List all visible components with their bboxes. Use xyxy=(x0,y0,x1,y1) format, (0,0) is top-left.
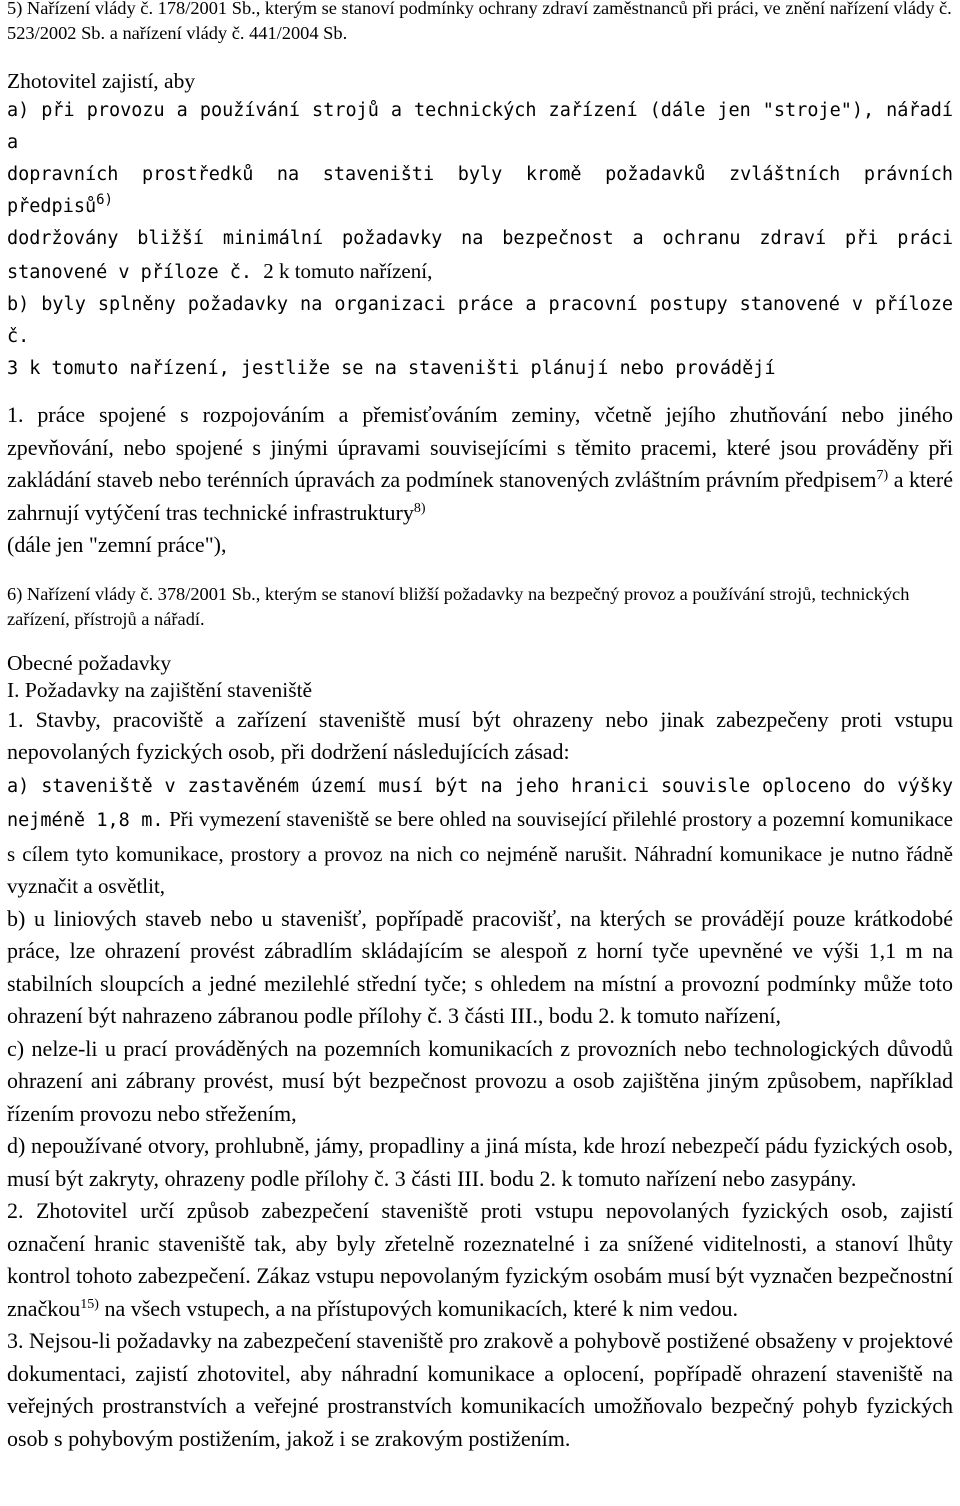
paragraph-1a-part1: a) staveniště v zastavěném území musí být na jeho hranici souvisle oploceno do výšky nejméně 1,8 m. xyxy=(7,775,953,831)
paragraph-2-part1: 2. Zhotovitel určí způsob zabezpečení staveniště proti vstupu nepovolaných fyzických osob, zajistí označení hranic staveniště tak, aby byly zřetelně rozeznatelné i za snížené viditelnosti, a stanoví lhůty kontrol tohoto zabezpečení. Zákaz vstupu nepovolaným fyzickým osobám musí být vyznačen bezpečnostní značkou xyxy=(7,1198,953,1321)
heading-site: I. Požadavky na zajištění staveniště xyxy=(7,677,313,702)
footnote-6: 6) Nařízení vlády č. 378/2001 Sb., kterým se stanoví bližší požadavky na bezpečný provoz a používání strojů, technických zařízení, přístrojů a nářadí. xyxy=(7,583,910,629)
item-b-line2: 3 k tomuto nařízení, jestliže se na staveništi plánují nebo provádějí xyxy=(7,358,776,379)
paragraph-1a-part2: Při vymezení staveniště se bere ohled na související přilehlé prostory a pozemní komunikace s cílem tyto komunikace, prostory a provoz na nich co nejméně narušit. Náhradní komunikace je nutno řádně vyznačit a osvětlit, xyxy=(7,807,953,898)
footnote-ref-8: 8) xyxy=(413,500,426,516)
heading-general: Obecné požadavky xyxy=(7,650,172,675)
item-a-line5: 2 k tomuto nařízení, xyxy=(263,259,433,283)
paragraph-1d: d) nepoužívané otvory, prohlubně, jámy, propadliny a jiná místa, kde hrozí nebezpečí pádu fyzických osob, musí být zakryty, ohrazeny podle přílohy č. 3 části III. bodu 2. k tomuto nařízení nebo zasypány. xyxy=(7,1133,953,1191)
item-1-text: 1. práce spojené s rozpojováním a přemisťováním zeminy, včetně jejího zhutňování nebo jiného zpevňování, nebo spojené s jinými úpravami souvisejícími s těmito pracemi, které jsou prováděny při zakládání staveb nebo terénních úpravách za podmínek stanovených zvláštním právním předpisem xyxy=(7,402,953,492)
footnote-ref-6: 6) xyxy=(96,192,113,208)
paragraph-2 xyxy=(7,1195,953,1325)
item-a-line1: a) při provozu a používání strojů a technických zařízení (dále jen "stroje"), nářadí a xyxy=(7,100,953,153)
paragraph-3: 3. Nejsou-li požadavky na zabezpečení staveniště pro zrakově a pohybově postižené obsaženy v projektové dokumentaci, zajistí zhotovitel, aby náhradní komunikace a oplocení, popřípadě ohrazení staveniště na veřejných prostranstvích a veřejné prostranstvích komunikacích umožňovalo bezpečný pohyb fyzických osob s pohybovým postižením, jakož i se zrakovým postižením. xyxy=(7,1328,953,1451)
paragraph-1b: b) u liniových staveb nebo u stavenišť, popřípadě pracovišť, na kterých se provádějí pouze krátkodobé práce, lze ohrazení provést zábradlím skládajícím se alespoň z horní tyče upevněné ve výši 1,1 m na stabilních sloupcích a jedné mezilehlé střední tyče; s ohledem na místní a provozní podmínky může toto ohrazení být nahrazeno zábranou podle přílohy č. 3 části III., bodu 2. k tomuto nařízení, xyxy=(7,905,953,1028)
footnote-ref-15: 15) xyxy=(80,1296,99,1312)
footnote-5: 5) Nařízení vlády č. 178/2001 Sb., kterým se stanoví podmínky ochrany zdraví zaměstnanců při práci, ve znění nařízení vlády č. 523/2002 Sb. a nařízení vlády č. 441/2004 Sb. xyxy=(7,0,952,43)
intro-line: Zhotovitel zajistí, aby xyxy=(7,69,196,93)
item-1-end: (dále jen "zemní práce"), xyxy=(7,532,227,557)
item-a-line2: dopravních prostředků na staveništi byly kromě požadavků zvláštních právních předpisů xyxy=(7,164,953,217)
paragraph-2-part2: na všech vstupech, a na přístupových komunikacích, které k nim vedou. xyxy=(98,1295,739,1321)
paragraph-1: 1. Stavby, pracoviště a zařízení staveniště musí být ohrazeny nebo jinak zabezpečeny proti vstupu nepovolaných fyzických osob, při dodržení následujících zásad: xyxy=(7,706,953,764)
item-a-line3: dodržovány bližší minimální požadavky na bezpečnost a ochranu zdraví při práci stanovené v xyxy=(7,228,953,283)
paragraph-1a xyxy=(7,769,953,903)
item-1-paragraph xyxy=(7,399,953,562)
item-a-line4: příloze č. xyxy=(140,262,253,283)
footnote-ref-7: 7) xyxy=(876,468,889,483)
item-a xyxy=(7,95,953,385)
item-b-line1: b) byly splněny požadavky na organizaci práce a pracovní postupy stanovené v příloze č. xyxy=(7,294,953,347)
item-1-mid: a které zahrnují vytýčení tras technické infrastruktury xyxy=(7,467,954,525)
paragraph-1c: c) nelze-li u prací prováděných na pozemních komunikacích z provozních nebo technologických důvodů ohrazení ani zábrany provést, musí být bezpečnost provozu a osob zajištěna jiným způsobem, například řízením provozu nebo střežením, xyxy=(7,1035,953,1126)
